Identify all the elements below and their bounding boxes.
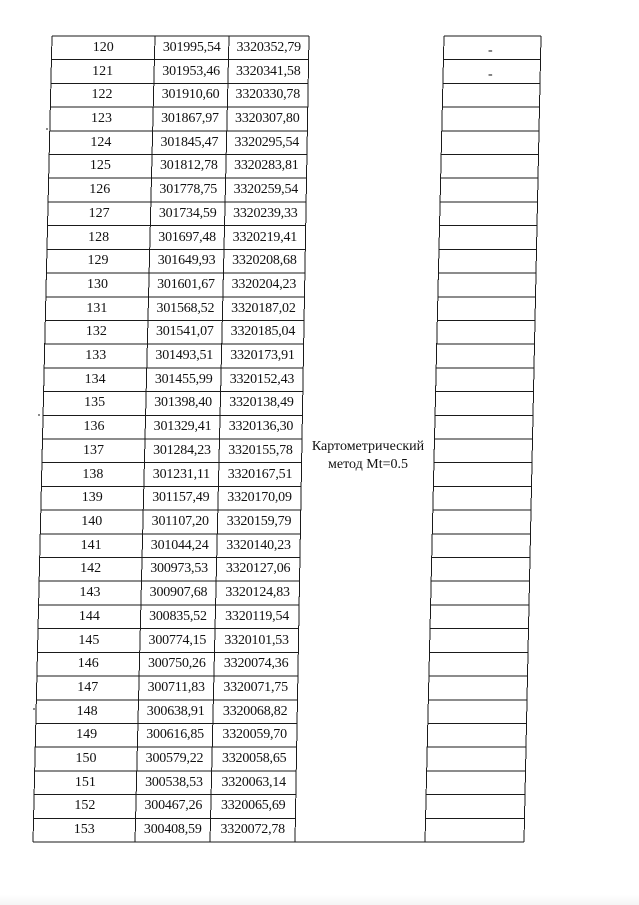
point-number: 153 — [73, 822, 95, 838]
coordinate-y: 3320170,09 — [227, 490, 292, 506]
coordinate-y: 3320219,41 — [232, 229, 298, 245]
point-number: 136 — [83, 419, 105, 435]
coordinate-y: 3320063,14 — [221, 774, 286, 790]
point-number: 142 — [80, 561, 102, 577]
coordinate-x: 301329,41 — [153, 419, 212, 435]
coordinate-y: 3320065,69 — [220, 798, 286, 814]
coordinate-y: 3320185,04 — [230, 324, 296, 340]
coordinate-x: 301953,46 — [162, 63, 220, 79]
coordinate-x: 300467,26 — [144, 798, 203, 814]
coordinate-x: 301568,52 — [156, 300, 215, 316]
point-number: 149 — [76, 727, 98, 743]
coordinate-x: 301734,59 — [158, 205, 217, 221]
coordinate-x: 300408,59 — [143, 822, 202, 838]
coordinate-x: 301778,75 — [159, 182, 218, 198]
coordinate-x: 301601,67 — [157, 276, 215, 292]
coordinate-y: 3320239,33 — [233, 205, 298, 221]
coordinate-x: 301493,51 — [155, 348, 214, 364]
coordinate-x: 301845,47 — [160, 134, 219, 150]
point-number: 140 — [81, 513, 103, 529]
scan-speck — [46, 128, 48, 130]
scan-speck — [38, 414, 40, 416]
point-number: 129 — [87, 253, 109, 269]
point-number: 148 — [76, 703, 98, 719]
coordinate-y: 3320259,54 — [233, 182, 299, 198]
scan-speck — [33, 708, 35, 710]
point-number: 122 — [91, 87, 113, 103]
coordinate-x: 301812,78 — [159, 158, 218, 174]
point-number: 134 — [84, 371, 106, 387]
point-number: 150 — [75, 751, 97, 767]
point-number: 132 — [85, 324, 107, 340]
method-note-line-1: Картометрический — [311, 439, 425, 454]
coordinate-x: 301107,20 — [151, 513, 209, 529]
coordinate-y: 3320155,78 — [228, 442, 293, 458]
coordinate-x: 300907,68 — [149, 585, 208, 601]
coordinate-x: 301697,48 — [158, 229, 216, 245]
coordinate-x: 301867,97 — [161, 110, 219, 126]
method-note — [300, 438, 436, 474]
coordinate-x: 301398,40 — [154, 395, 212, 411]
point-number: 126 — [89, 182, 111, 198]
coordinate-y: 3320159,79 — [226, 513, 292, 529]
point-number: 121 — [92, 63, 114, 79]
coordinate-y: 3320140,23 — [226, 537, 291, 553]
coordinate-x: 301455,99 — [154, 371, 213, 387]
coordinate-x: 300835,52 — [149, 608, 207, 624]
coordinate-y: 3320295,54 — [234, 134, 300, 150]
coordinate-x: 300616,85 — [146, 727, 204, 743]
coordinate-x: 300711,83 — [147, 679, 205, 695]
coordinate-y: 3320352,79 — [236, 39, 301, 55]
point-number: 147 — [77, 679, 99, 695]
point-number: 145 — [78, 632, 100, 648]
coordinate-y: 3320059,70 — [222, 727, 287, 743]
coordinate-y: 3320068,82 — [222, 703, 288, 719]
coordinate-x: 300973,53 — [150, 561, 208, 577]
point-number: 125 — [89, 158, 111, 174]
coordinate-y: 3320119,54 — [225, 608, 290, 624]
coordinate-y: 3320341,58 — [236, 63, 301, 79]
coordinate-y: 3320167,51 — [227, 466, 293, 482]
point-number: 143 — [79, 585, 101, 601]
coordinate-x: 301231,11 — [152, 466, 210, 482]
point-number: 144 — [78, 608, 100, 624]
coordinate-y: 3320124,83 — [225, 585, 290, 601]
coordinate-y: 3320152,43 — [229, 371, 295, 387]
coordinate-x: 300638,91 — [146, 703, 205, 719]
point-number: 120 — [92, 39, 114, 55]
dash-mark: - — [488, 43, 493, 58]
coordinate-x: 300774,15 — [148, 632, 207, 648]
coordinate-x: 300579,22 — [145, 751, 204, 767]
coordinate-y: 3320283,81 — [234, 158, 299, 174]
point-number: 138 — [82, 466, 104, 482]
coordinate-y: 3320101,53 — [224, 632, 289, 648]
point-number: 127 — [88, 205, 110, 221]
method-note-line-2: метод Mt=0.5 — [328, 457, 408, 472]
coordinate-x: 301649,93 — [157, 253, 216, 269]
point-number: 131 — [86, 300, 108, 316]
coordinate-y: 3320072,78 — [220, 822, 285, 838]
coordinate-x: 301044,24 — [150, 537, 209, 553]
coordinate-y: 3320208,68 — [232, 253, 297, 269]
coordinate-y: 3320136,30 — [228, 419, 294, 435]
point-number: 128 — [88, 229, 110, 245]
coordinate-y: 3320173,91 — [230, 348, 295, 364]
coordinate-y: 3320058,65 — [221, 751, 287, 767]
point-number: 137 — [82, 442, 104, 458]
coordinate-x: 301541,07 — [155, 324, 214, 340]
point-number: 130 — [86, 276, 108, 292]
coordinate-y: 3320071,75 — [223, 679, 288, 695]
coordinate-y: 3320138,49 — [229, 395, 294, 411]
point-number: 124 — [90, 134, 112, 150]
coordinate-y: 3320204,23 — [231, 276, 297, 292]
coordinate-y: 3320074,36 — [223, 656, 289, 672]
point-number: 151 — [74, 774, 96, 790]
point-number: 133 — [85, 348, 107, 364]
dash-mark: - — [488, 67, 493, 82]
coordinate-y: 3320307,80 — [235, 110, 300, 126]
scan-bottom-edge — [0, 895, 639, 905]
coordinate-x: 301157,49 — [152, 490, 210, 506]
coordinate-x: 301995,54 — [162, 39, 221, 55]
point-number: 135 — [84, 395, 106, 411]
coordinate-x: 301910,60 — [161, 87, 220, 103]
point-number: 146 — [77, 656, 99, 672]
coordinate-x: 301284,23 — [153, 442, 211, 458]
point-number: 139 — [81, 490, 103, 506]
point-number: 141 — [80, 537, 102, 553]
coordinate-x: 300750,26 — [147, 656, 206, 672]
point-number: 152 — [74, 798, 96, 814]
coordinate-y: 3320127,06 — [225, 561, 291, 577]
coordinate-y: 3320330,78 — [235, 87, 301, 103]
coordinate-y: 3320187,02 — [231, 300, 296, 316]
coordinate-x: 300538,53 — [145, 774, 203, 790]
point-number: 123 — [90, 110, 112, 126]
